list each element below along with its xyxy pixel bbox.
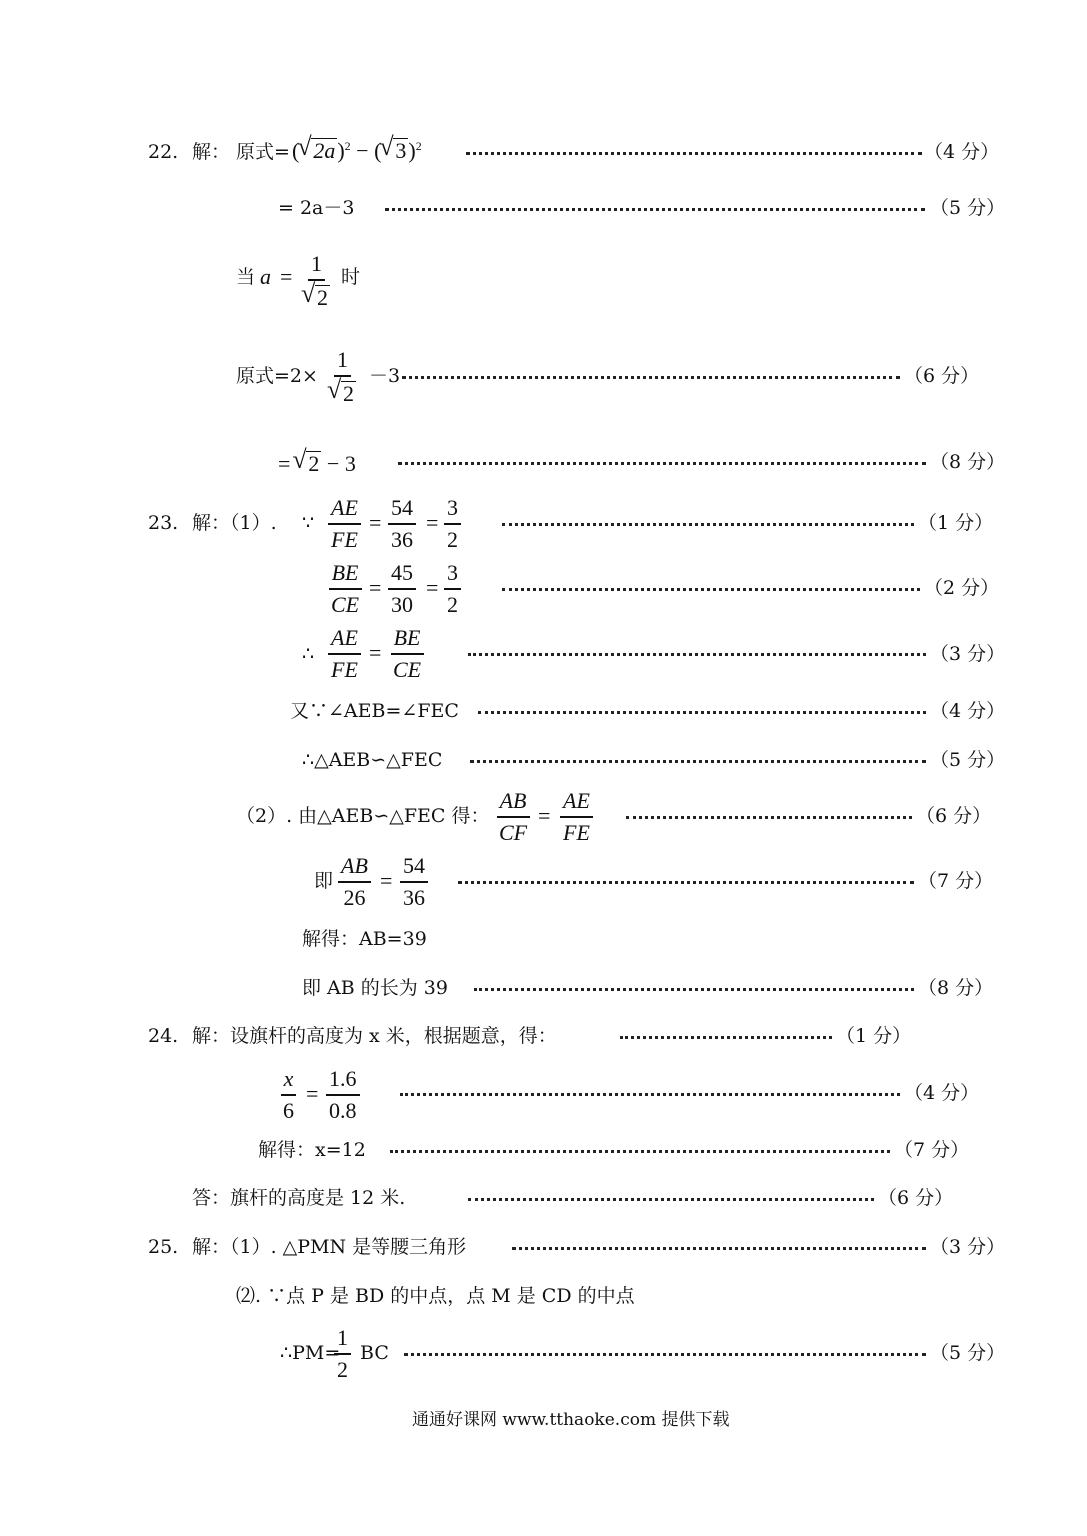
- q23-leader-1: [502, 523, 914, 526]
- q23-score-3: （3 分）: [930, 643, 1006, 665]
- q24-score-2: （4 分）: [904, 1082, 980, 1104]
- q23-eq-2: =: [426, 510, 439, 535]
- q25-line2: ⑵. ∵点 P 是 BD 的中点，点 M 是 CD 的中点: [236, 1285, 635, 1307]
- q23-leader-5: [470, 760, 926, 763]
- q22-leader-2: [385, 208, 925, 211]
- q24-fraction-1: $\frac{x}{6}$: [280, 1068, 297, 1122]
- q22-fraction-1: 1 √ 2: [300, 253, 333, 309]
- q22-number: 22.: [148, 141, 179, 163]
- q23-ji: 即: [314, 870, 334, 892]
- q23-fraction-7: $\frac{AE}{FE}$: [328, 627, 361, 681]
- q23-fraction-1: $\frac{AE}{FE}$: [328, 497, 361, 551]
- q23-because: ∵: [302, 512, 315, 534]
- q23-leader-8: [474, 988, 914, 991]
- q22-line3-suffix: 时: [341, 266, 361, 288]
- q22-line4-suffix: －3: [369, 365, 401, 387]
- q22-line5: =√ 2 − 3: [278, 451, 356, 475]
- q23-leader-3: [468, 653, 926, 656]
- q23-number: 23.: [148, 512, 179, 534]
- q24-score-3: （7 分）: [894, 1139, 970, 1161]
- q23-fraction-2: $\frac{54}{36}$: [388, 497, 416, 551]
- q22-line3-prefix: 当: [236, 266, 256, 288]
- q24-leader-3: [390, 1150, 890, 1153]
- q23-line8: 解得：AB=39: [302, 928, 427, 950]
- q22-line4-prefix: 原式=2×: [236, 365, 318, 387]
- q22-score-1: （4 分）: [924, 141, 1000, 163]
- q22-score-4: （8 分）: [930, 451, 1006, 473]
- q22-jie: 解：: [192, 141, 231, 163]
- q23-fraction-9: $\frac{AB}{CF}$: [496, 790, 530, 844]
- q23-eq-7: =: [380, 868, 393, 893]
- q23-fraction-12: $\frac{54}{36}$: [400, 855, 428, 909]
- q23-leader-4: [478, 711, 926, 714]
- q25-fraction-1: $\frac{1}{2}$: [334, 1327, 351, 1381]
- q23-score-5: （5 分）: [930, 749, 1006, 771]
- q22-leader-1: [466, 152, 922, 155]
- q25-leader-1: [512, 1247, 926, 1250]
- q24-score-4: （6 分）: [878, 1187, 954, 1209]
- q23-eq-1: =: [369, 510, 382, 535]
- q24-leader-2: [400, 1093, 900, 1096]
- q24-line3: 解得：x=12: [258, 1139, 366, 1161]
- q25-line3-suffix: BC: [360, 1342, 389, 1364]
- q23-therefore: ∴: [302, 643, 315, 665]
- q22-leader-3: [402, 376, 900, 379]
- q25-number: 25.: [148, 1236, 179, 1258]
- q23-score-2: （2 分）: [924, 577, 1000, 599]
- q23-eq-6: =: [538, 803, 551, 828]
- q24-fraction-2: $\frac{1.6}{0.8}$: [326, 1068, 360, 1122]
- q23-fraction-10: $\frac{AE}{FE}$: [560, 790, 593, 844]
- q23-leader-6: [626, 816, 912, 819]
- q22-fraction-2: 1 √ 2: [326, 349, 359, 405]
- q23-fraction-11: $\frac{AB}{26}$: [338, 855, 371, 909]
- q24-eq: =: [306, 1081, 319, 1106]
- q25-line1: 解：（1）. △PMN 是等腰三角形: [192, 1236, 467, 1258]
- q23-score-8: （8 分）: [918, 977, 994, 999]
- q22-line1-prefix: 原式=: [236, 141, 290, 163]
- q22-score-2: （5 分）: [930, 197, 1006, 219]
- q25-score-1: （3 分）: [930, 1236, 1006, 1258]
- q24-number: 24.: [148, 1025, 179, 1047]
- q24-leader-4: [468, 1198, 874, 1201]
- q23-eq-4: =: [426, 575, 439, 600]
- q22-line2: = 2a－3: [278, 197, 355, 219]
- q23-leader-7: [458, 881, 914, 884]
- q24-leader-1: [620, 1036, 832, 1039]
- q24-score-1: （1 分）: [836, 1025, 912, 1047]
- q24-line1: 解：设旗杆的高度为 x 米，根据题意，得：: [192, 1025, 557, 1047]
- q23-part2: （2）. 由△AEB∽△FEC 得：: [236, 805, 490, 827]
- q23-line5: ∴△AEB∽△FEC: [302, 749, 443, 771]
- q23-fraction-8: $\frac{BE}{CE}$: [390, 627, 424, 681]
- q23-fraction-4: $\frac{BE}{CE}$: [328, 562, 362, 616]
- q23-score-1: （1 分）: [918, 512, 994, 534]
- q23-line4: 又∵∠AEB=∠FEC: [290, 700, 459, 722]
- q22-line3-eq: =: [280, 264, 293, 289]
- q22-score-3: （6 分）: [904, 365, 980, 387]
- q23-fraction-6: $\frac{3}{2}$: [444, 562, 461, 616]
- q23-leader-2: [502, 588, 920, 591]
- q23-fraction-3: $\frac{3}{2}$: [444, 497, 461, 551]
- q23-score-4: （4 分）: [930, 700, 1006, 722]
- q23-eq-3: =: [369, 575, 382, 600]
- q22-line1-expression: (√ 2a)$^2$ − (√ 3)$^2$: [292, 138, 422, 162]
- page-footer: 通通好课网 www.tthaoke.com 提供下载: [412, 1410, 730, 1430]
- q23-score-6: （6 分）: [916, 805, 992, 827]
- q23-score-7: （7 分）: [918, 870, 994, 892]
- q25-leader-2: [404, 1353, 926, 1356]
- q23-jie: 解：（1）.: [192, 512, 277, 534]
- q24-line4: 答：旗杆的高度是 12 米.: [192, 1187, 406, 1209]
- q23-eq-5: =: [369, 640, 382, 665]
- q25-line3-prefix: ∴PM=: [280, 1342, 341, 1364]
- q23-line9: 即 AB 的长为 39: [302, 977, 448, 999]
- q22-leader-4: [398, 462, 926, 465]
- q23-fraction-5: $\frac{45}{30}$: [388, 562, 416, 616]
- q22-line3-var: a: [260, 264, 271, 289]
- q25-score-2: （5 分）: [930, 1342, 1006, 1364]
